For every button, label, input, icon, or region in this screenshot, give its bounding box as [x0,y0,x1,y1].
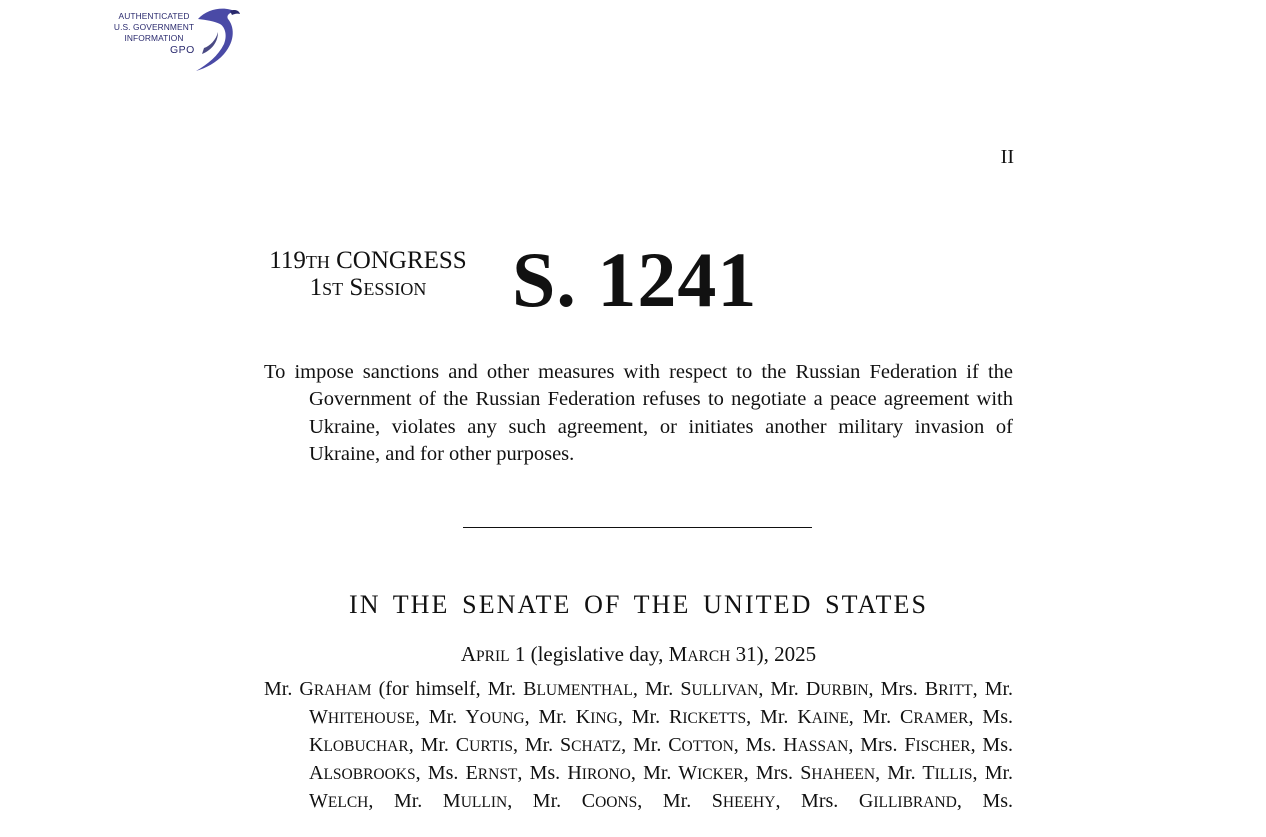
date-note-day: 31), [735,642,769,666]
sponsor-name [760,706,849,728]
sponsor-title: Ms. [982,706,1013,729]
sponsor-title: Mr. [662,790,712,813]
sponsor-name [756,762,875,784]
sponsor-surname-initial: T [922,762,935,785]
sponsor-title: Mrs. [755,762,801,785]
logo-line: AUTHENTICATED [118,11,190,21]
sponsor-title: Mr. [487,678,524,700]
session-cap: S [349,274,364,301]
sponsor-title: Ms. [982,790,1014,813]
sponsor-separator: , [414,706,429,729]
date-note-month-rest: ARCH [687,648,731,665]
sponsor-title: Ms. [529,762,568,785]
sponsor-title: Mr. [420,734,456,757]
sponsor-title: Mr. [644,678,681,700]
sponsor-surname-rest: ICKER [697,766,744,784]
introduction-date [264,642,1013,667]
logo-line: INFORMATION [124,33,184,43]
sponsor-title: Mr. [760,706,798,729]
sponsor-surname-rest: RAMER [913,710,969,728]
sponsor-surname-rest: HAHEEN [811,766,876,784]
sponsor-surname-initial: K [575,706,591,729]
session-number-suffix: ST [322,279,344,299]
sponsor-surname-initial: S [560,734,572,757]
sponsor-surname-initial: W [309,706,328,729]
sponsor-separator: , [970,734,983,757]
sponsor-surname-rest: URTIS [469,738,513,756]
sponsor-surname-initial: W [678,762,698,785]
sponsor-separator: , [524,706,539,729]
sponsor-surname-rest: IRONO [581,766,631,784]
sponsor-separator: , [972,762,985,785]
sponsor-surname-rest: ULLIN [460,794,508,812]
sponsor-surname-initial: B [523,678,537,700]
sponsor-name [530,762,631,784]
sponsor-separator: , [517,762,530,785]
sponsor-name [632,706,746,728]
date-note-prefix: (legislative day, [530,642,664,666]
sponsor-surname-rest: ILLIBRAND [873,794,957,812]
sponsor-name [429,706,525,728]
sponsor-surname-initial: K [797,706,812,729]
sponsor-name [982,790,1013,812]
sponsor-separator: , [968,706,983,729]
sponsor-separator: , [758,678,771,700]
sponsor-separator: , [875,762,888,785]
sponsor-separator: , [637,790,663,813]
sponsor-surname-initial: S [800,762,812,785]
sponsor-surname-rest: RNST [477,766,518,784]
sponsor-separator: , [621,734,633,757]
sponsor-separator: , [848,734,861,757]
sponsor-surname-rest: HEEHY [722,794,776,812]
sponsor-surname-initial: G [858,790,874,813]
sponsor-surname-rest: CHATZ [571,738,622,756]
sponsor-surname-initial: C [668,734,682,757]
sponsor-separator: , [868,678,881,700]
sponsor-separator: , [415,762,428,785]
eagle-swoosh-icon [184,6,244,74]
sponsor-surname-rest: ULLIVAN [691,682,759,699]
sponsor-title: Mr. [264,678,300,700]
date-month-rest: PRIL [476,648,510,665]
sponsor-title: Mr. [393,790,443,813]
sponsor-separator: , [408,734,421,757]
sponsor-separator: , [848,706,863,729]
sponsor-name [645,678,758,700]
sponsor-title: Mr. [862,706,901,729]
sponsor-title: Mrs. [880,678,925,700]
sponsor-surname-initial: H [567,762,582,785]
sponsor-surname-rest: OUNG [479,710,525,728]
congress-session-block [258,248,478,302]
sponsor-title: Mr. [887,762,923,785]
sponsor-title: Mr. [632,734,669,757]
sponsor-title: Mr. [428,706,466,729]
sponsor-surname-initial: B [924,678,939,700]
sponsor-surname-initial: F [904,734,916,757]
sponsor-surname-initial: C [900,706,914,729]
sponsor-surname-rest: LSOBROOKS [323,766,416,784]
sponsor-surname-rest: ICKETTS [682,710,747,728]
sponsor-surname-rest: RITT [938,682,973,699]
sponsor-separator: (for himself, [371,678,488,700]
sponsor-surname-rest: ING [590,710,618,728]
sponsor-surname-rest: OTTON [681,738,734,756]
sponsor-title: Mr. [532,790,582,813]
sponsor-title: Mrs. [801,790,859,813]
sponsor-surname-rest: LOBUCHAR [323,738,409,756]
sponsor-surname-rest: AINE [811,710,849,728]
sponsor-name [643,762,744,784]
sponsor-name [770,678,868,700]
sponsor-title: Mr. [538,706,576,729]
sponsor-title: Mr. [770,678,806,700]
logo-gpo-mark: GPO [170,44,195,56]
sponsor-surname-initial: C [455,734,470,757]
sponsor-surname-initial: K [309,734,324,757]
sponsor-surname-initial: D [805,678,821,700]
sponsor-name [533,790,637,812]
sponsor-name [860,734,970,756]
session-word: ESSION [363,279,427,299]
bill-title: To impose sanctions and other measures with respect to the Russian Federation if the Government of the Russian Federation refuses to negotiate a peace agreement with Ukraine, violates any such agreement, or initiates another military invasion of Ukraine, and for other purposes. [264,361,1013,465]
sponsor-name [488,678,633,700]
title-divider [463,527,812,528]
sponsor-surname-initial: Y [465,706,480,729]
bill-version: II [1000,146,1014,168]
congress-word: CONGRESS [336,247,467,274]
sponsor-surname-rest: ISCHER [915,738,971,756]
sponsor-separator: , [630,762,644,785]
sponsor-title: Ms. [982,734,1013,757]
sponsor-surname-initial: H [783,734,798,757]
sponsor-title: Mrs. [860,734,905,757]
sponsor-title: Ms. [427,762,466,785]
sponsor-surname-initial: A [309,762,324,785]
congress-line [258,248,478,275]
sponsor-name [663,790,776,812]
sponsor-name [539,706,618,728]
sponsor-separator: , [743,762,756,785]
sponsor-separator: , [632,678,645,700]
date-year: 2025 [774,642,817,666]
sponsor-surname-initial: S [680,678,692,700]
sponsor-separator: , [956,790,983,813]
sponsor-surname-rest: ASSAN [797,738,849,756]
sponsor-name [428,762,518,784]
gpo-authenticated-logo [104,6,244,74]
session-number: 1 [309,274,323,301]
sponsor-separator: , [512,734,525,757]
date-month-cap: A [460,642,477,666]
sponsor-name [525,734,621,756]
sponsor-name [881,678,973,700]
sponsor-separator: , [733,734,746,757]
chamber-heading: IN THE SENATE OF THE UNITED STATES [348,590,929,619]
sponsor-separator: , [972,678,985,700]
congress-number-suffix: TH [305,252,330,272]
sponsor-title: Mr. [524,734,561,757]
sponsor-surname-initial: R [669,706,683,729]
sponsor-surname-rest: RAHAM [313,682,372,699]
sponsor-surname-initial: E [465,762,478,785]
sponsor-separator: , [617,706,632,729]
sponsor-surname-initial: S [711,790,723,813]
logo-line: U.S. GOVERNMENT [113,22,195,32]
bill-number: S. 1241 [512,236,758,323]
sponsor-surname-initial: C [581,790,596,813]
sponsor-surname-initial: G [299,678,314,700]
sponsor-separator: , [746,706,761,729]
sponsor-name [394,790,507,812]
date-day: 1 [514,642,526,666]
sponsor-title: Mr. [984,678,1014,700]
sponsor-surname-rest: OONS [595,794,638,812]
sponsor-name [863,706,969,728]
sponsor-title: Mr. [631,706,670,729]
sponsor-surname-rest: LUMENTHAL [536,682,633,699]
sponsor-title: Mr. [643,762,679,785]
sponsor-name [633,734,734,756]
congress-number: 119 [269,247,306,274]
sponsor-surname-initial: W [309,790,328,813]
sponsor-name [746,734,849,756]
sponsor-name [421,734,513,756]
sponsor-name [801,790,957,812]
sponsor-surname-rest: ELCH [327,794,369,812]
sponsor-separator: , [368,790,394,813]
sponsor-surname-rest: URBIN [820,682,869,699]
sponsor-surname-rest: ILLIS [934,766,973,784]
sponsor-name [887,762,972,784]
sponsor-separator: , [775,790,802,813]
sponsor-surname-rest: HITEHOUSE [327,710,415,728]
sponsors-list [264,676,1013,816]
sponsor-surname-initial: M [442,790,461,813]
date-note-month-cap: M [668,642,688,666]
sponsor-title: Mr. [984,762,1014,785]
session-line [258,275,478,302]
sponsor-title: Ms. [745,734,784,757]
sponsor-name [264,678,372,700]
sponsor-separator: , [507,790,533,813]
